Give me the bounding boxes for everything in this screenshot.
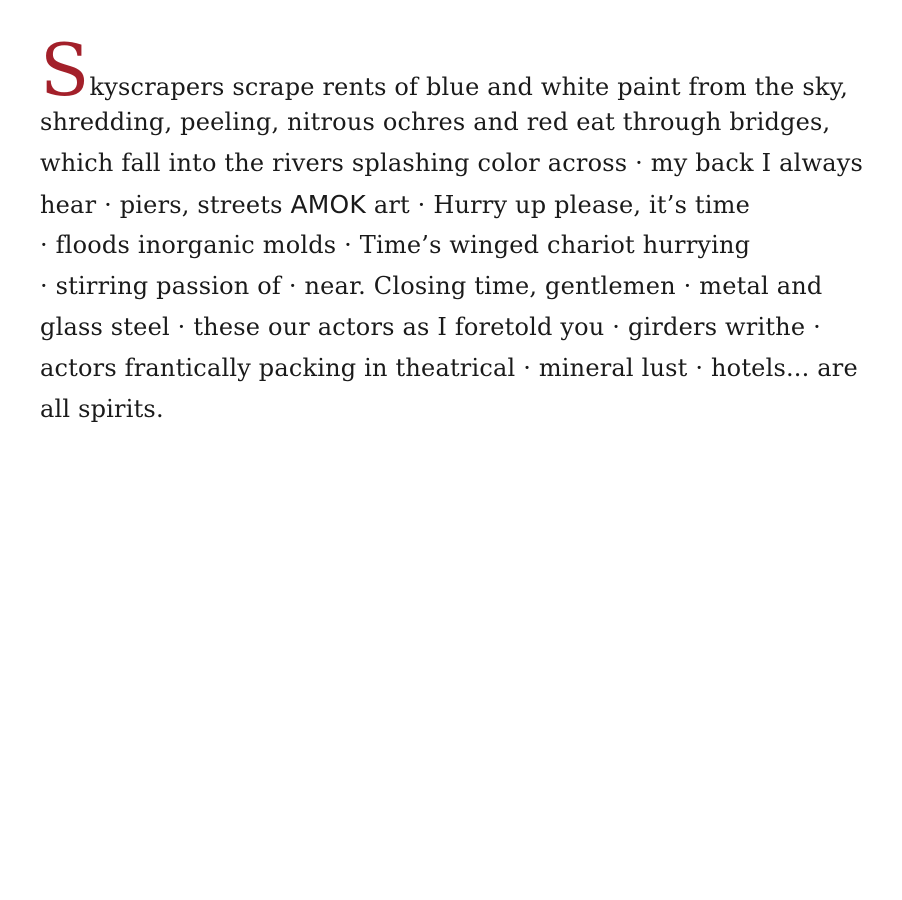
poem-line-4-end: art · Hurry up please, it’s time: [366, 191, 751, 219]
poem-line-4: [40, 184, 870, 225]
poem-line-6: · stirring passion of · near. Closing time, gentlemen · metal and: [40, 272, 823, 300]
poem-line-9: all spirits.: [40, 395, 164, 423]
poem-line-7: glass steel · these our actors as I foretold you · girders writhe ·: [40, 313, 821, 341]
poem-line-2: shredding, peeling, nitrous ochres and red eat through bridges,: [40, 108, 831, 136]
poem-line-4-start: hear · piers, streets: [40, 191, 291, 219]
poem-line-5: · floods inorganic molds · Time’s winged chariot hurrying: [40, 231, 751, 259]
drop-cap: S: [40, 28, 90, 112]
poem-line-1-text: kyscrapers scrape rents of blue and white paint from the sky,: [89, 73, 849, 101]
poem-line-8: actors frantically packing in theatrical · mineral lust · hotels... are: [40, 354, 858, 382]
poem-text: [40, 30, 870, 430]
poem-line-3: which fall into the rivers splashing color across · my back I always: [40, 149, 864, 177]
amok-emphasis: AMOK: [290, 190, 366, 219]
poem-line-1: [40, 28, 870, 112]
